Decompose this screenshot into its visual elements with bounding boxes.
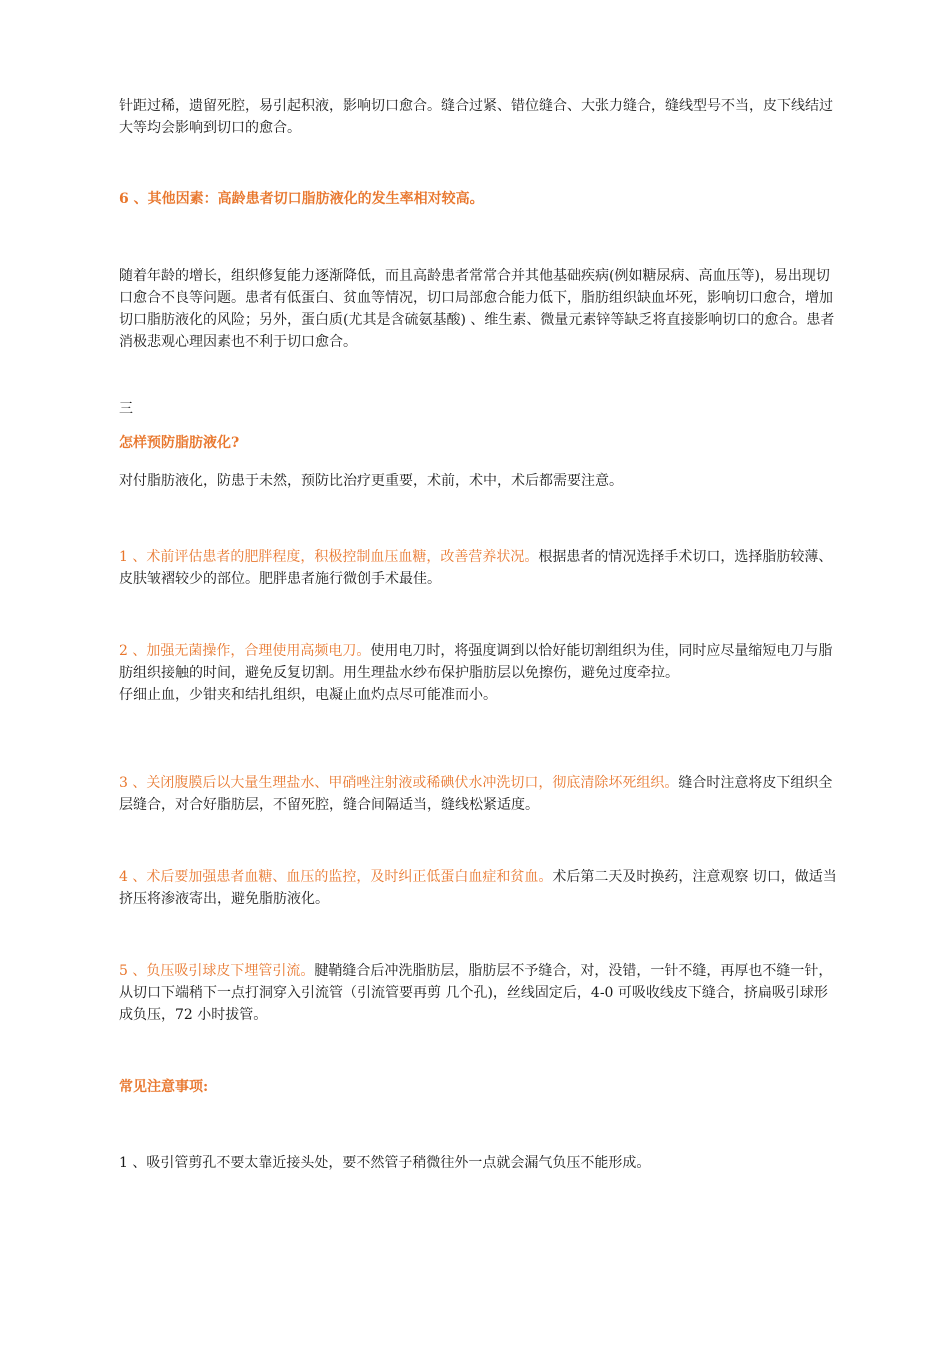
section-intro: 对付脂肪液化，防患于未然，预防比治疗更重要，术前，术中，术后都需要注意。 xyxy=(119,473,623,489)
section-number: 三 xyxy=(119,401,133,417)
list-item-3-text: 缝合时注意将皮下组织全层缝合，对合好脂肪层，不留死腔，缝合间隔适当，缝线松紧适度。 xyxy=(119,775,833,813)
list-item-1-text: 根据患者的情况选择手术切口，选择脂肪较薄、皮肤皱褶较少的部位。肥胖患者施行微创手术最佳。 xyxy=(119,549,833,587)
list-item-4-lead: 4 、术后要加强患者血糖、血压的监控，及时纠正低蛋白血症和贫血。 xyxy=(119,869,553,885)
note-1: 1 、吸引管剪孔不要太靠近接头处，要不然管子稍微往外一点就会漏气负压不能形成。 xyxy=(119,1155,651,1171)
list-item-4 xyxy=(119,866,839,910)
list-item-3-lead: 3 、关闭腹膜后以大量生理盐水、甲硝唑注射液或稀碘伏水冲洗切口，彻底清除坏死组织。 xyxy=(119,775,679,791)
list-item-2-lead: 2 、加强无菌操作，合理使用高频电刀。 xyxy=(119,643,371,659)
section-title: 怎样预防脂肪液化? xyxy=(119,435,240,451)
list-item-3 xyxy=(119,772,839,816)
list-item-2-text-cont: 仔细止血，少钳夹和结扎组织，电凝止血灼点尽可能准而小。 xyxy=(119,687,497,703)
list-item-2 xyxy=(119,640,839,706)
notes-title: 常见注意事项: xyxy=(119,1079,209,1095)
list-item-2-text: 使用电刀时，将强度调到以恰好能切割组织为佳，同时应尽量缩短电刀与脂肪组织接触的时间，避免反复切割。用生理盐水纱布保护脂肪层以免擦伤，避免过度牵拉。 xyxy=(119,643,833,681)
list-item-1-lead: 1 、术前评估患者的肥胖程度，积极控制血压血糖，改善营养状况。 xyxy=(119,549,539,565)
paragraph-factor-6: 随着年龄的增长，组织修复能力逐渐降低，而且高龄患者常常合并其他基础疾病(例如糖尿病、高血压等)，易出现切口愈合不良等问题。患者有低蛋白、贫血等情况，切口局部愈合能力低下，脂肪组织缺血坏死，影响切口愈合，增加切口脂肪液化的风险；另外，蛋白质(尤其是含硫氨基酸) 、维生素、微量元素锌等缺乏将直接影响切口的愈合。患者消极悲观心理因素也不利于切口愈合。 xyxy=(119,268,835,350)
heading-factor-6: 6 、其他因素：高龄患者切口脂肪液化的发生率相对较高。 xyxy=(119,191,484,207)
list-item-1 xyxy=(119,546,839,590)
paragraph-intro-tail: 针距过稀，遗留死腔，易引起积液，影响切口愈合。缝合过紧、错位缝合、大张力缝合，缝线型号不当，皮下线结过大等均会影响到切口的愈合。 xyxy=(119,98,833,136)
list-item-4-text: 术后第二天及时换药，注意观察 切口，做适当挤压将渗液寄出，避免脂肪液化。 xyxy=(119,869,837,907)
list-item-5 xyxy=(119,960,839,1026)
list-item-5-text: 腱鞘缝合后冲洗脂肪层，脂肪层不予缝合，对，没错，一针不缝，再厚也不缝一针，从切口下端稍下一点打洞穿入引流管（引流管要再剪 几个孔)，丝线固定后，4-0 可吸收线皮下缝合，挤扁吸引球形成负压，72 小时拔管。 xyxy=(119,963,833,1023)
list-item-5-lead: 5 、负压吸引球皮下埋管引流。 xyxy=(119,963,315,979)
